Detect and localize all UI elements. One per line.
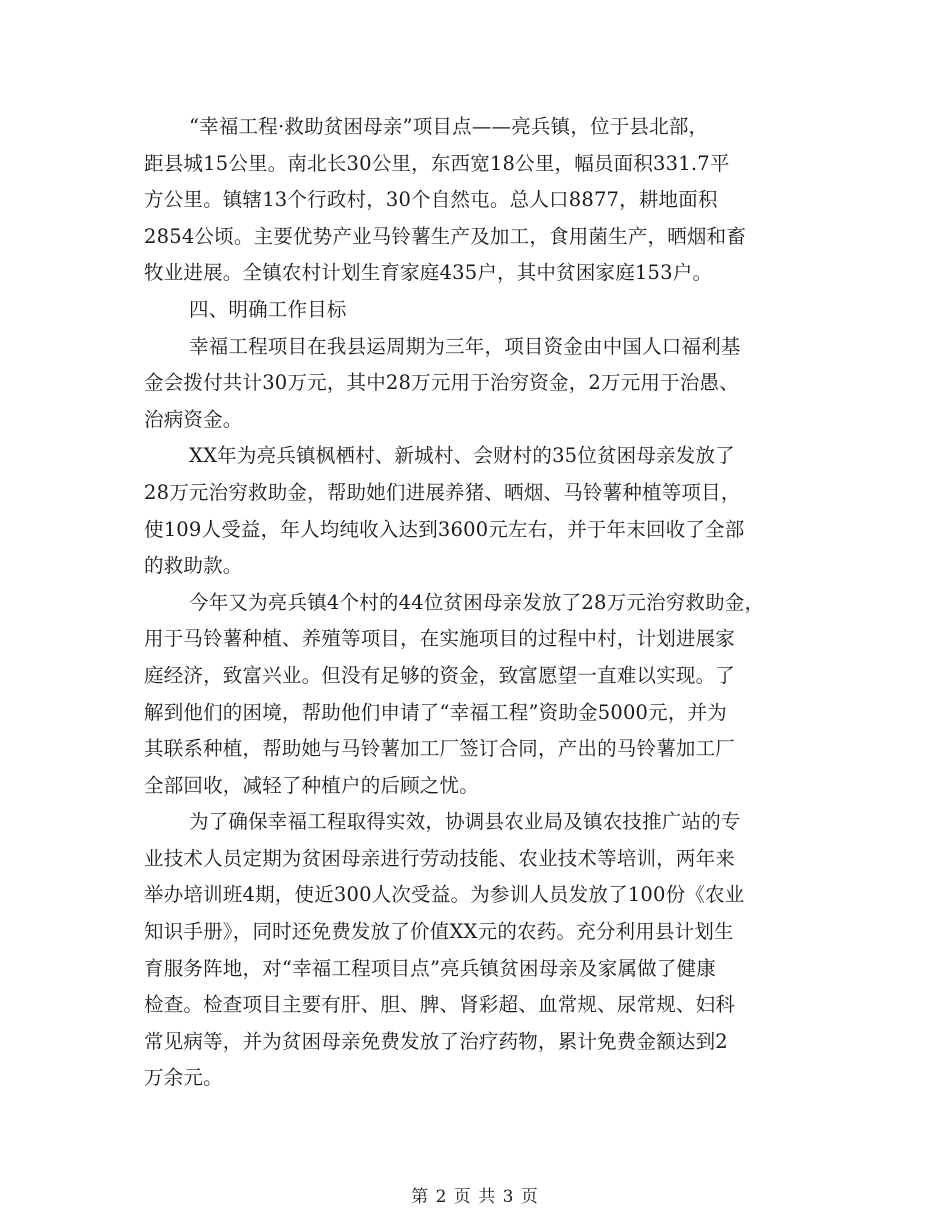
paragraph-line: 检查。检查项目主要有肝、胆、脾、肾彩超、血常规、尿常规、妇科 (144, 993, 736, 1017)
paragraph-line: 为了确保幸福工程取得实效，协调县农业局及镇农技推广站的专 (189, 810, 741, 834)
paragraph-line: 金会拨付共计30万元，其中28万元用于治穷资金，2万元用于治愚、 (144, 371, 739, 395)
paragraph-line: 幸福工程项目在我县运周期为三年，项目资金由中国人口福利基 (189, 334, 741, 358)
page-number-footer: 第 2 页 共 3 页 (411, 1187, 539, 1207)
paragraph-line: 的救助款。 (144, 554, 243, 578)
paragraph-line: 用于马铃薯种植、养殖等项目，在实施项目的过程中村，计划进展家 (144, 627, 736, 651)
paragraph-line: 牧业进展。全镇农村计划生育家庭435户，其中贫困家庭153户。 (144, 261, 713, 285)
paragraph-line: 育服务阵地，对“幸福工程项目点”亮兵镇贫困母亲及家属做了健康 (144, 956, 716, 980)
paragraph-line: 2854公顷。主要优势产业马铃薯生产及加工，食用菌生产，晒烟和畜 (144, 224, 747, 248)
paragraph-line: 全部回收，减轻了种植户的后顾之忧。 (144, 773, 479, 797)
paragraph-line: 业技术人员定期为贫困母亲进行劳动技能、农业技术等培训，两年来 (144, 846, 736, 870)
paragraph-line: 万余元。 (144, 1066, 223, 1090)
paragraph-line: 方公里。镇辖13个行政村，30个自然屯。总人口8877，耕地面积 (144, 188, 718, 212)
paragraph-line: 距县城15公里。南北长30公里，东西宽18公里，幅员面积331.7平 (144, 151, 730, 175)
paragraph-line: 解到他们的困境，帮助他们申请了“幸福工程”资助金5000元，并为 (144, 700, 727, 724)
paragraph-line: “幸福工程·救助贫困母亲”项目点——亮兵镇，位于县北部， (189, 115, 709, 138)
paragraph-line: 今年又为亮兵镇4个村的44位贫困母亲发放了28万元治穷救助金， (189, 590, 765, 614)
paragraph-line: 庭经济，致富兴业。但没有足够的资金，致富愿望一直难以实现。了 (144, 663, 736, 687)
paragraph-line: XX年为亮兵镇枫栖村、新城村、会财村的35位贫困母亲发放了 (189, 444, 735, 468)
section-heading: 四、明确工作目标 (189, 297, 347, 321)
paragraph-line: 治病资金。 (144, 407, 243, 431)
paragraph-line: 其联系种植，帮助她与马铃薯加工厂签订合同，产出的马铃薯加工厂 (144, 737, 736, 761)
paragraph-line: 举办培训班4期，使近300人次受益。为参训人员发放了100份《农业 (144, 883, 745, 907)
paragraph-line: 使109人受益，年人均纯收入达到3600元左右，并于年末回收了全部 (144, 517, 745, 541)
paragraph-line: 常见病等，并为贫困母亲免费发放了治疗药物，累计免费金额达到2 (144, 1029, 728, 1053)
paragraph-line: 知识手册》，同时还免费发放了价值XX元的农药。充分利用县计划生 (144, 920, 734, 944)
document-body (144, 109, 834, 1097)
paragraph-line: 28万元治穷救助金，帮助她们进展养猪、晒烟、马铃薯种植等项目， (144, 480, 741, 504)
